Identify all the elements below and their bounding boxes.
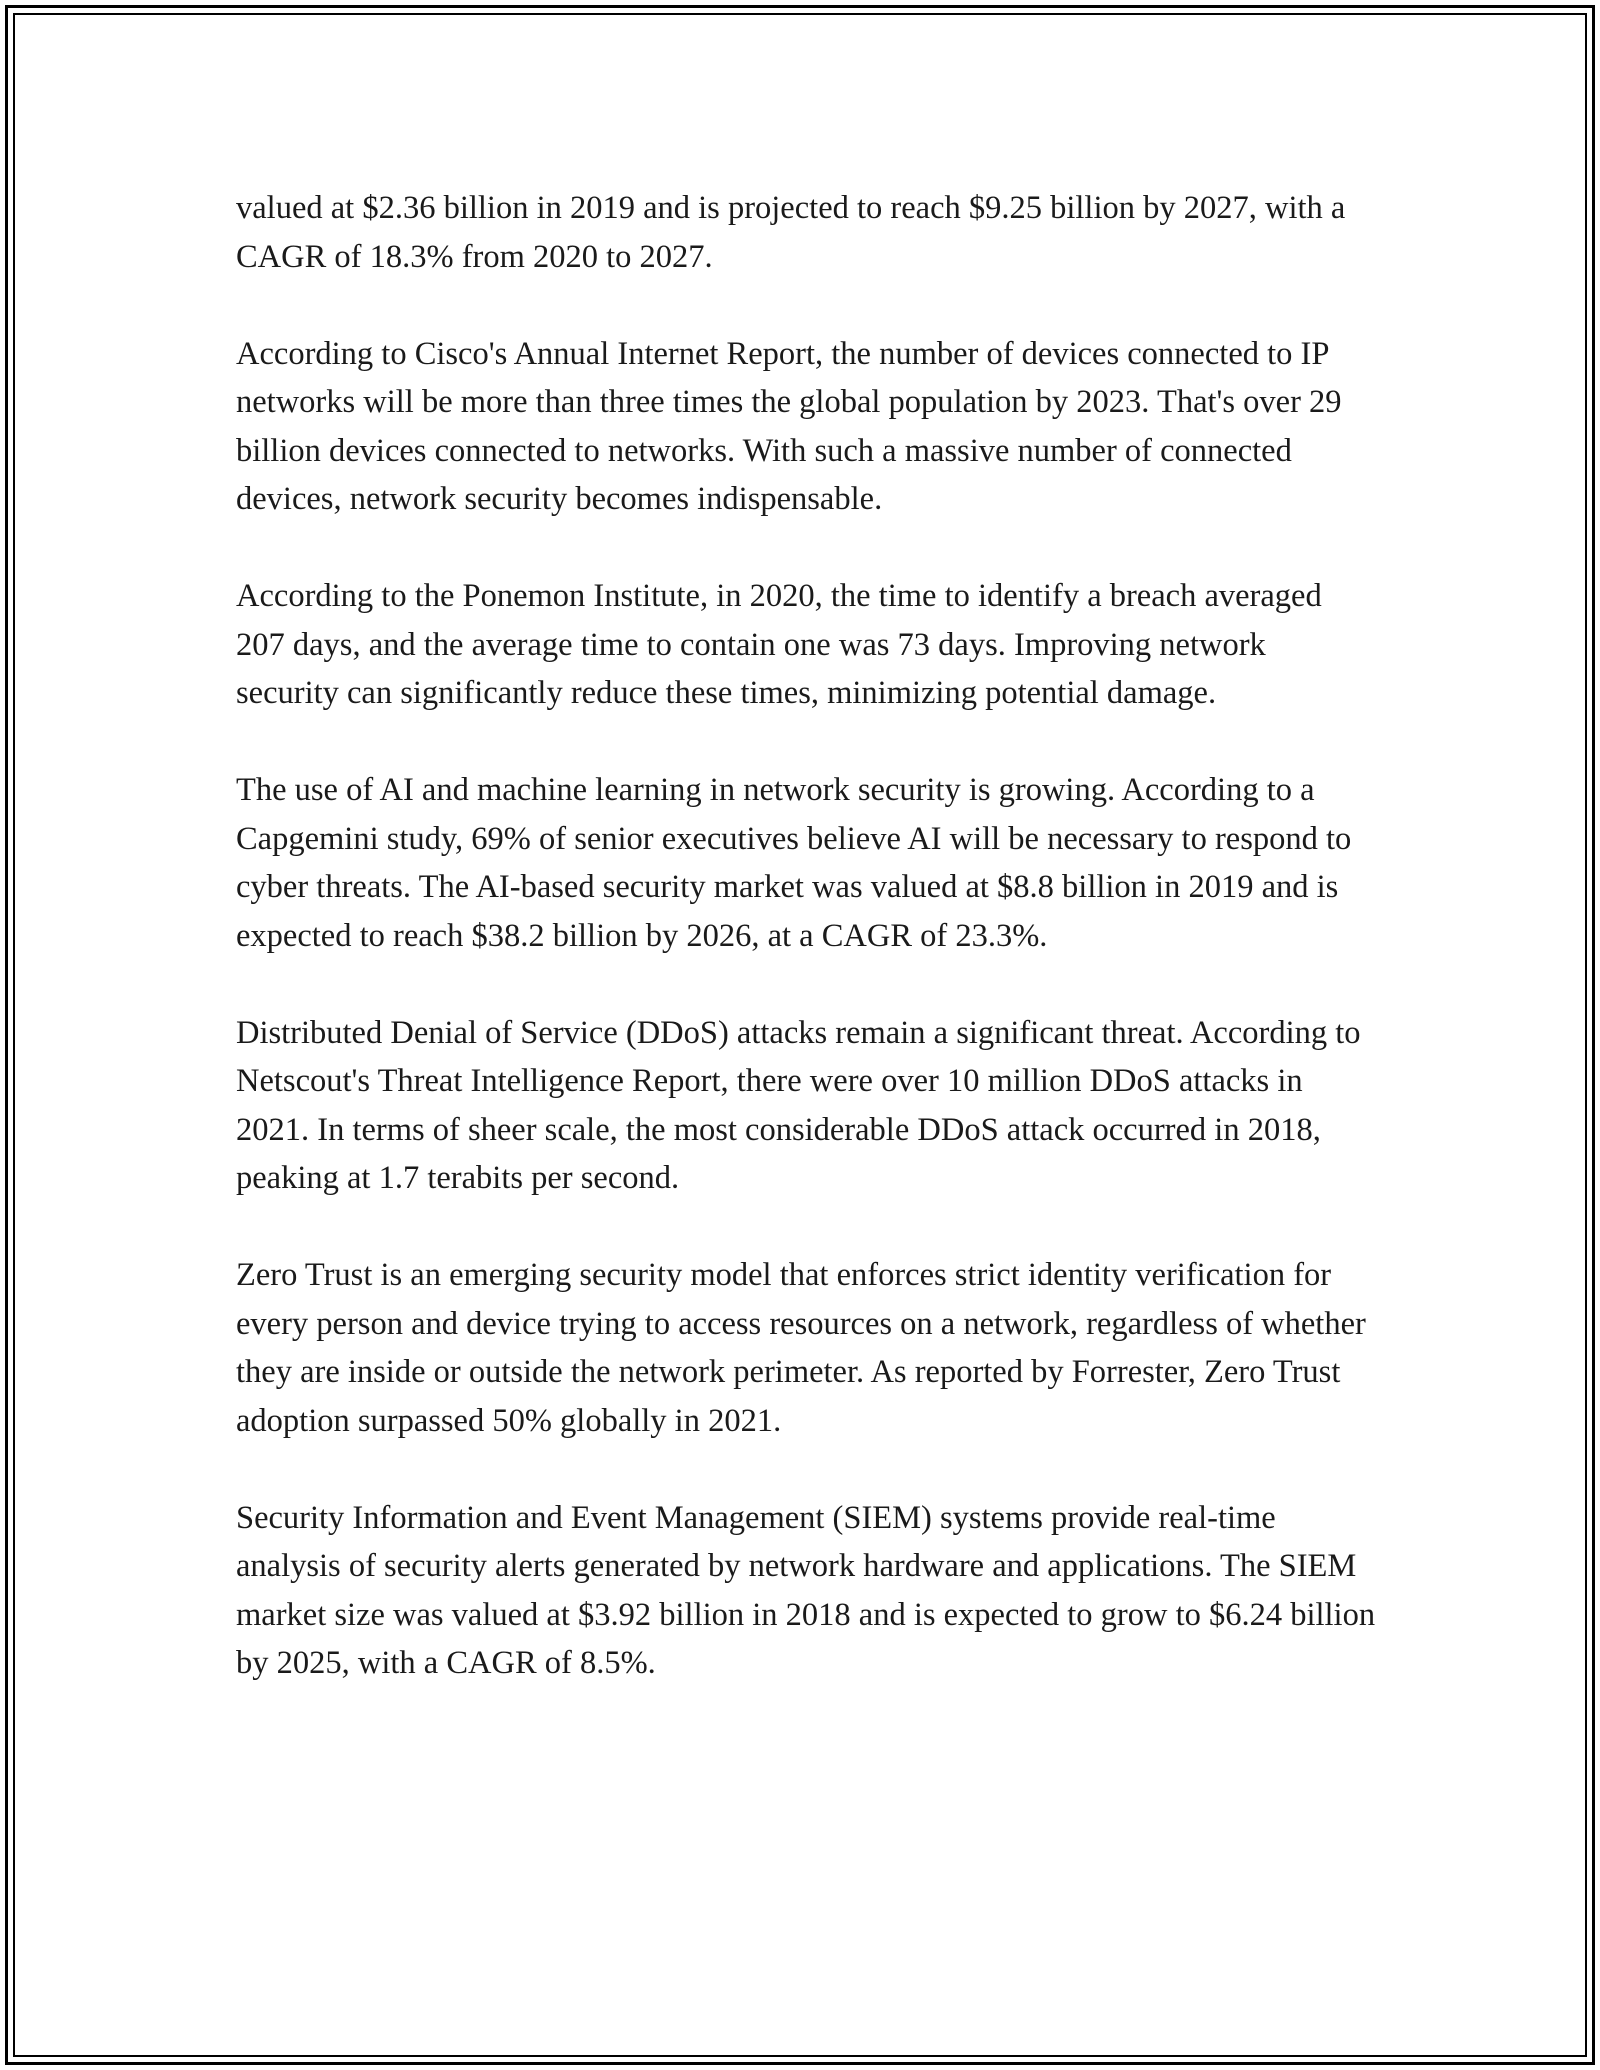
paragraph-zero-trust: Zero Trust is an emerging security model that enforces strict identity verification for every person and device trying to access resources on a network, regardless of whether they are inside or outside the network perimeter. As reported by Forrester, Zero Trust adoption surpassed 50% globally in 2021. — [236, 1257, 1366, 1439]
document-body — [236, 184, 1376, 1736]
paragraph-ai-security: The use of AI and machine learning in network security is growing. According to a Capgemini study, 69% of senior executives believe AI will be necessary to respond to cyber threats. The AI-based security market was valued at $8.8 billion in 2019 and is expected to reach $38.2 billion by 2026, at a CAGR of 23.3%. — [236, 772, 1352, 954]
paragraph-market-valuation: valued at $2.36 billion in 2019 and is projected to reach $9.25 billion by 2027, with a CAGR of 18.3% from 2020 to 2027. — [236, 190, 1346, 275]
paragraph-ponemon-breach: According to the Ponemon Institute, in 2020, the time to identify a breach averaged 207 days, and the average time to contain one was 73 days. Improving network security can significantly reduce these times, minimizing potential damage. — [236, 578, 1322, 711]
paragraph-cisco-devices: According to Cisco's Annual Internet Report, the number of devices connected to IP networks will be more than three times the global population by 2023. That's over 29 billion devices connected to networks. With such a massive number of connected devices, network security becomes indispensable. — [236, 335, 1342, 517]
paragraph-ddos: Distributed Denial of Service (DDoS) attacks remain a significant threat. According to Netscout's Threat Intelligence Report, there were over 10 million DDoS attacks in 2021. In terms of sheer scale, the most considerable DDoS attack occurred in 2018, peaking at 1.7 terabits per second. — [236, 1014, 1361, 1196]
paragraph-siem: Security Information and Event Management (SIEM) systems provide real-time analysis of security alerts generated by network hardware and applications. The SIEM market size was valued at $3.92 billion in 2018 and is expected to grow to $6.24 billion by 2025, with a CAGR of 8.5%. — [236, 1499, 1376, 1681]
